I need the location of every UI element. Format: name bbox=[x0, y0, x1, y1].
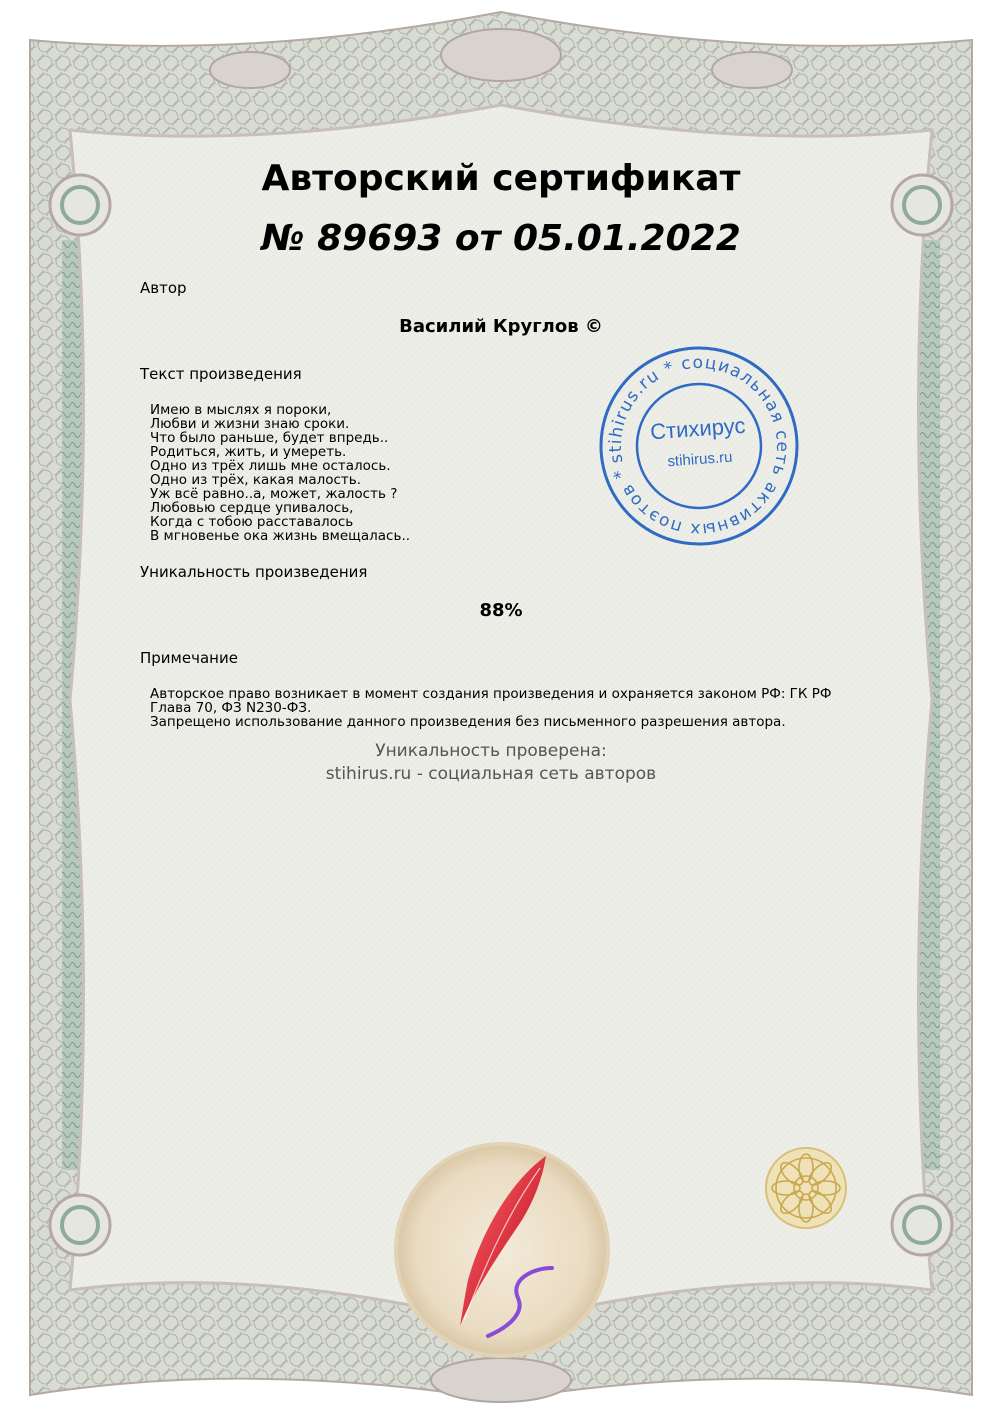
note-label: Примечание bbox=[140, 649, 238, 667]
note-text bbox=[150, 687, 850, 729]
poem-line: В мгновенье ока жизнь вмещалась.. bbox=[150, 528, 411, 544]
stamp-center-name: Стихирус bbox=[649, 412, 747, 445]
poem-text bbox=[150, 403, 410, 543]
poem-line: Родиться, жить, и умереть. bbox=[150, 444, 347, 460]
note-line-copyright: Авторское право возникает в момент создания произведения и охраняется законом РФ: ГК РФ Глава 70, ФЗ N230-ФЗ. bbox=[150, 686, 832, 716]
rosette-medallion-icon bbox=[764, 1146, 848, 1230]
verification-text bbox=[0, 740, 982, 786]
verification-line-2: stihirus.ru - социальная сеть авторов bbox=[325, 764, 657, 784]
work-text-label: Текст произведения bbox=[140, 365, 302, 383]
certificate-number: № 89693 от 05.01.2022 bbox=[261, 218, 741, 259]
stamp-center-site: stihirus.ru bbox=[666, 448, 733, 471]
poem-line: Одно из трёх, какая малость. bbox=[150, 472, 362, 488]
stamp-ring-text: stihirus.ru * социальная сеть активных поэтов * bbox=[605, 352, 793, 540]
stihirus-stamp-icon bbox=[597, 344, 801, 548]
poem-line: Одно из трёх лишь мне осталось. bbox=[150, 458, 391, 474]
poem-line: Уж всё равно..а, может, жалость ? bbox=[150, 486, 398, 502]
note-line-prohibition: Запрещено использование данного произведения без письменного разрешения автора. bbox=[150, 714, 786, 730]
certificate-title: Авторский сертификат bbox=[261, 158, 741, 199]
quill-pen-icon bbox=[392, 1140, 612, 1360]
uniqueness-value: 88% bbox=[479, 600, 523, 621]
poem-line: Когда с тобою расставалось bbox=[150, 514, 354, 530]
poem-line: Любви и жизни знаю сроки. bbox=[150, 416, 350, 432]
poem-line: Имею в мыслях я пороки, bbox=[150, 402, 332, 418]
poem-line: Любовью сердце упивалось, bbox=[150, 500, 354, 516]
poem-line: Что было раньше, будет впредь.. bbox=[150, 430, 389, 446]
uniqueness-label: Уникальность произведения bbox=[140, 563, 368, 581]
author-label: Автор bbox=[140, 279, 187, 297]
svg-text:stihirus.ru * социальная сеть bbox=[597, 344, 801, 548]
verification-line-1: Уникальность проверена: bbox=[375, 741, 607, 761]
author-name: Василий Круглов © bbox=[399, 316, 603, 337]
